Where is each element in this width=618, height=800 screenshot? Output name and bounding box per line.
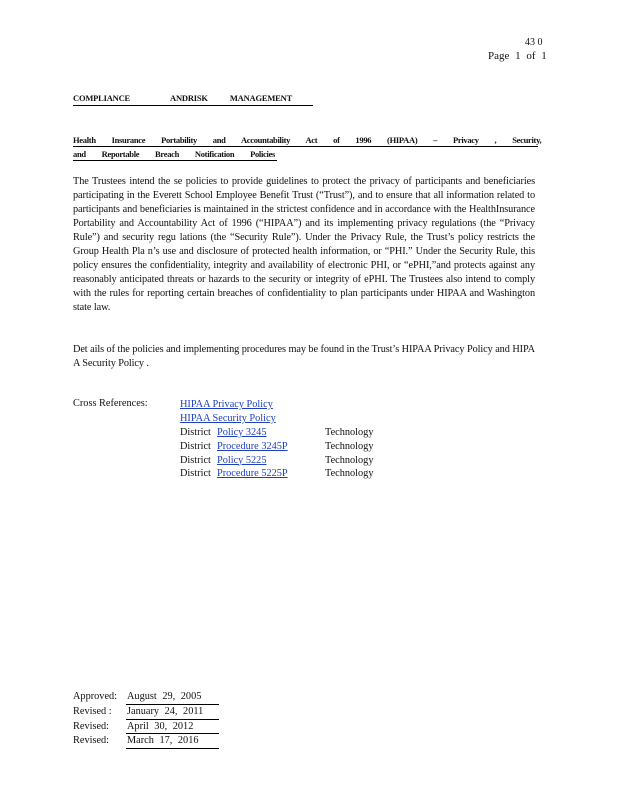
cross-reference-category: Technology: [325, 440, 374, 452]
cross-reference-row: [180, 467, 373, 481]
history-label: Approved:: [73, 691, 118, 702]
procedure-5225p-link[interactable]: Procedure 5225P: [217, 468, 288, 480]
cross-reference-row: [180, 398, 373, 412]
cross-reference-category: Technology: [325, 454, 374, 466]
cross-reference-prefix: District: [180, 426, 211, 438]
history-row: [73, 734, 219, 749]
cross-reference-row: [180, 440, 373, 454]
policy-title: [73, 135, 542, 161]
history-row: [73, 705, 219, 720]
cross-reference-category: Technology: [325, 426, 374, 438]
policy-3245-link[interactable]: Policy 3245: [217, 426, 267, 438]
hipaa-privacy-policy-link[interactable]: HIPAA Privacy Policy: [180, 399, 273, 410]
cross-reference-row: [180, 454, 373, 468]
policy-number: 43 0: [525, 37, 543, 48]
policy-title-line-1: Health Insurance Portability and Accountability Act of 1996 (HIPAA) – Privacy , Security,: [73, 135, 542, 145]
policy-title-line-2: and Reportable Breach Notification Policies: [73, 149, 276, 159]
cross-reference-prefix: District: [180, 454, 211, 466]
history-date: April 30, 2012: [126, 720, 219, 735]
hipaa-security-policy-link[interactable]: HIPAA Security Policy: [180, 412, 276, 424]
policy-paragraph-1: The Trustees intend the se policies to provide guidelines to protect the privacy of participants and beneficiaries participating in the Everett School Employee Benefit Trust (“Trust”), and to ensure that all information related to participants and beneficiaries is maintained in the strictest confidence and in accordance with the HealthInsurance Portability and Accountability Act of 1996 (“HIPAA”) and its implementing privacy regulations (the “Privacy Rule”) and security regu lations (the “Security Rule”). Under the Privacy Rule, the Trust’s policy restricts the Group Health Pla n’s use and disclosure of protected health information, or “PHI.” Under the Security Rule, this policy ensures the confidentiality, integrity and availability of electronic PHI, or “ePHI,”and protects against any reasonably anticipated threats or hazards to the security or integrity of ePHI. The Trustees also intend to comply with the rules for reporting certain breaches of confidentiality to plan participants under HIPAA and Washington state law.: [73, 176, 535, 313]
section-word: MANAGEMENT: [229, 93, 293, 103]
section-title: [73, 93, 313, 106]
cross-reference-row: [180, 412, 373, 426]
page-indicator: Page 1 of 1: [488, 50, 547, 62]
history-label: Revised :: [73, 705, 112, 717]
cross-reference-prefix: District: [180, 468, 211, 480]
section-word: COMPLIANCE: [73, 93, 131, 103]
history-date: August 29, 2005: [126, 690, 219, 705]
history-date: March 17, 2016: [126, 734, 219, 749]
cross-reference-row: [180, 426, 373, 440]
revision-history: [73, 690, 219, 749]
history-label: Revised:: [73, 720, 110, 732]
cross-reference-prefix: District: [180, 440, 211, 452]
policy-5225-link[interactable]: Policy 5225: [217, 454, 267, 466]
section-word: ANDRISK: [170, 93, 208, 103]
history-label: Revised:: [73, 735, 110, 747]
policy-paragraph-2: Det ails of the policies and implementing procedures may be found in the Trust’s HIPAA Privacy Policy and HIPA A Security Policy .: [73, 344, 535, 369]
procedure-3245p-link[interactable]: Procedure 3245P: [217, 440, 288, 452]
history-row: [73, 720, 219, 735]
cross-reference-category: Technology: [325, 468, 374, 480]
history-row: [73, 690, 219, 705]
cross-references-label: Cross References:: [73, 398, 148, 409]
cross-references-list: [180, 398, 373, 481]
history-date: January 24, 2011: [126, 705, 219, 720]
